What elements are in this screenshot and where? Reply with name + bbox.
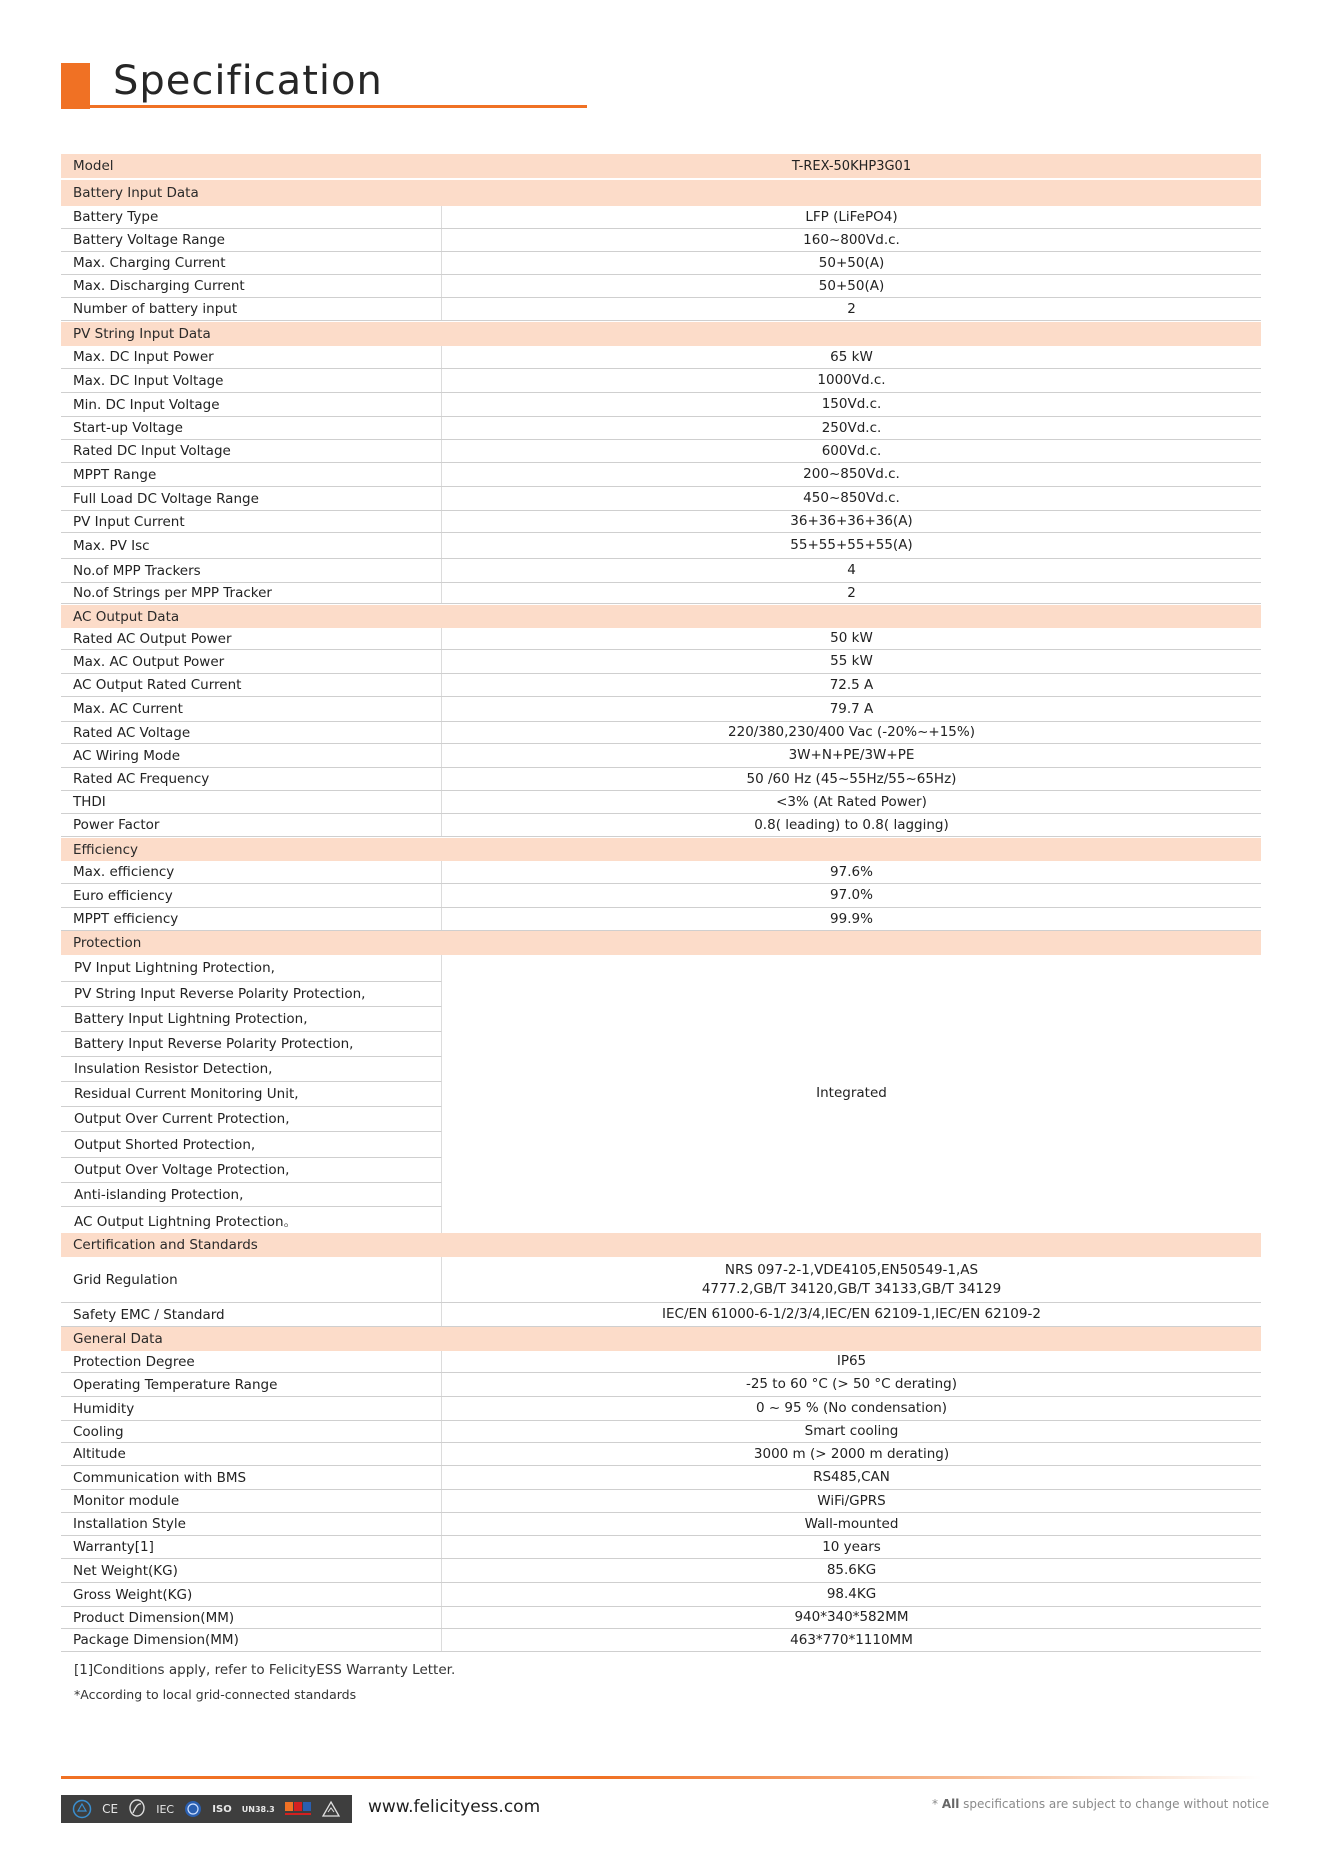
spec-row-value: 98.4KG xyxy=(826,1586,877,1602)
model-row xyxy=(61,154,1261,178)
spec-row-label: Operating Temperature Range xyxy=(61,1373,442,1396)
spec-row-label: Product Dimension(MM) xyxy=(61,1607,442,1628)
spec-row-label: No.of Strings per MPP Tracker xyxy=(61,583,442,603)
section-header-ac xyxy=(61,605,1261,628)
spec-row xyxy=(61,1513,1261,1536)
model-label: Model xyxy=(73,158,114,174)
spec-row-value: 97.6% xyxy=(830,863,873,880)
spec-row-label: Communication with BMS xyxy=(61,1466,442,1489)
spec-row xyxy=(61,722,1261,744)
spec-row-label: Max. PV Isc xyxy=(61,533,442,558)
spec-row-label: Rated DC Input Voltage xyxy=(61,440,442,462)
spec-row xyxy=(61,697,1261,722)
spec-row-value: 50 /60 Hz (45~55Hz/55~65Hz) xyxy=(746,770,957,787)
spec-row-value: 150Vd.c. xyxy=(821,396,882,412)
spec-row xyxy=(61,1303,1261,1327)
spec-row xyxy=(61,206,1261,229)
spec-row xyxy=(61,674,1261,697)
spec-row-value: 250Vd.c. xyxy=(821,419,882,436)
spec-row-label: Euro efficiency xyxy=(61,884,442,907)
section-header-battery-label: Battery Input Data xyxy=(73,185,199,201)
spec-row-value: 97.0% xyxy=(830,887,873,903)
spec-row-value: 450~850Vd.c. xyxy=(803,490,900,506)
header-accent-block xyxy=(61,63,90,109)
spec-row-value: 4 xyxy=(847,562,856,578)
spec-row-label: Max. DC Input Voltage xyxy=(61,369,442,392)
spec-row-value: 160~800Vd.c. xyxy=(803,231,900,248)
grid-regulation-line2: 4777.2,GB/T 34120,GB/T 34133,GB/T 34129 xyxy=(701,1280,1002,1297)
spec-row-value: IEC/EN 61000-6-1/2/3/4,IEC/EN 62109-1,IEC/EN 62109-2 xyxy=(662,1306,1041,1322)
protection-item: Battery Input Lightning Protection, xyxy=(61,1007,442,1032)
spec-row-label: MPPT efficiency xyxy=(61,908,442,930)
spec-row-label: Rated AC Frequency xyxy=(61,768,442,790)
spec-row xyxy=(61,861,1261,884)
spec-row xyxy=(61,1536,1261,1559)
section-header-general xyxy=(61,1327,1261,1351)
section-header-efficiency xyxy=(61,838,1261,861)
spec-row-value: 50+50(A) xyxy=(818,277,885,294)
spec-row xyxy=(61,1421,1261,1443)
spec-row-label: MPPT Range xyxy=(61,463,442,486)
protection-item: PV Input Lightning Protection, xyxy=(61,955,442,982)
cnas-logo-icon xyxy=(285,1800,311,1818)
spec-row xyxy=(61,1373,1261,1397)
warning-triangle-logo-icon xyxy=(321,1800,341,1818)
iec-logo-icon: IEC xyxy=(156,1802,175,1816)
spec-row xyxy=(61,1443,1261,1466)
spec-row-label: Net Weight(KG) xyxy=(61,1559,442,1582)
spec-row-label: Max. Discharging Current xyxy=(61,275,442,297)
spec-row-label: Start-up Voltage xyxy=(61,417,442,439)
certification-logos xyxy=(61,1795,352,1823)
spec-row-value: 0.8( leading) to 0.8( lagging) xyxy=(754,816,949,833)
iso-logo-icon: ISO xyxy=(212,1803,232,1815)
spec-row-label: No.of MPP Trackers xyxy=(61,559,442,582)
spec-row-label: Full Load DC Voltage Range xyxy=(61,487,442,510)
spec-row-grid-regulation-label: Grid Regulation xyxy=(61,1257,442,1302)
tuv-circle-logo-icon xyxy=(72,1799,92,1819)
spec-row xyxy=(61,298,1261,321)
spec-row-value: 10 years xyxy=(822,1538,881,1555)
spec-row-grid-regulation-value xyxy=(442,1261,1261,1299)
spec-row-value: Wall-mounted xyxy=(804,1515,899,1532)
protection-item: Anti-islanding Protection, xyxy=(61,1183,442,1207)
spec-row-label: Gross Weight(KG) xyxy=(61,1583,442,1606)
spec-row-label: Power Factor xyxy=(61,814,442,836)
rohs-logo-icon xyxy=(128,1799,146,1819)
spec-row xyxy=(61,1583,1261,1607)
grid-regulation-line1: NRS 097-2-1,VDE4105,EN50549-1,AS xyxy=(724,1261,979,1278)
spec-row xyxy=(61,1466,1261,1490)
spec-row xyxy=(61,440,1261,463)
spec-row-label: Protection Degree xyxy=(61,1351,442,1372)
spec-row-value: 1000Vd.c. xyxy=(817,372,886,388)
spec-row-value: 79.7 A xyxy=(829,700,874,717)
spec-row xyxy=(61,744,1261,768)
spec-row xyxy=(61,533,1261,559)
spec-row-label: Altitude xyxy=(61,1443,442,1465)
spec-row-value: 200~850Vd.c. xyxy=(803,466,900,482)
spec-row xyxy=(61,1629,1261,1652)
spec-row xyxy=(61,628,1261,650)
spec-row xyxy=(61,791,1261,814)
section-header-certification xyxy=(61,1233,1261,1257)
footnote-grid: *According to local grid-connected standards xyxy=(74,1687,357,1702)
spec-row-value: 85.6KG xyxy=(826,1562,877,1578)
spec-row-value: <3% (At Rated Power) xyxy=(776,793,927,810)
section-header-pv xyxy=(61,322,1261,346)
spec-row-value: IP65 xyxy=(836,1353,867,1369)
spec-row xyxy=(61,1607,1261,1629)
spec-row-value: 36+36+36+36(A) xyxy=(790,513,913,529)
spec-row xyxy=(61,559,1261,583)
spec-row-label: Package Dimension(MM) xyxy=(61,1629,442,1651)
spec-row-label: Cooling xyxy=(61,1421,442,1442)
model-value: T-REX-50KHP3G01 xyxy=(791,158,912,174)
spec-row xyxy=(61,814,1261,837)
spec-row-value: 463*770*1110MM xyxy=(790,1631,913,1648)
section-header-pv-label: PV String Input Data xyxy=(73,326,211,342)
spec-row-grid-regulation xyxy=(61,1257,1261,1303)
spec-row xyxy=(61,1490,1261,1513)
spec-row-label: AC Wiring Mode xyxy=(61,744,442,767)
spec-row-value: 99.9% xyxy=(830,910,873,927)
spec-row-value: 65 kW xyxy=(830,348,873,365)
spec-row-value: 0 ~ 95 % (No condensation) xyxy=(755,1400,948,1416)
section-header-general-label: General Data xyxy=(73,1331,163,1347)
spec-row-label: Rated AC Voltage xyxy=(61,722,442,743)
spec-row-value: 940*340*582MM xyxy=(794,1609,909,1625)
protection-item: Battery Input Reverse Polarity Protection, xyxy=(61,1032,442,1057)
spec-row-label: PV Input Current xyxy=(61,511,442,532)
protection-item: Output Over Current Protection, xyxy=(61,1107,442,1132)
footer-divider xyxy=(61,1776,1261,1779)
spec-row-label: Warranty[1] xyxy=(61,1536,442,1558)
disclaimer xyxy=(932,1797,1269,1811)
disclaimer-bold: All xyxy=(941,1797,960,1811)
spec-row-value: RS485,CAN xyxy=(813,1469,890,1485)
protection-item: AC Output Lightning Protection。 xyxy=(61,1207,442,1233)
section-header-battery xyxy=(61,180,1261,206)
spec-row-value: WiFi/GPRS xyxy=(817,1492,886,1509)
spec-row-label: Number of battery input xyxy=(61,298,442,320)
spec-row-value: 72.5 A xyxy=(829,676,874,693)
spec-row-label: Min. DC Input Voltage xyxy=(61,393,442,416)
un38-logo-icon: UN38.3 xyxy=(241,1804,275,1814)
section-header-protection-label: Protection xyxy=(73,935,142,951)
spec-row xyxy=(61,511,1261,533)
spec-row xyxy=(61,1397,1261,1421)
spec-row xyxy=(61,583,1261,604)
spec-row xyxy=(61,650,1261,674)
spec-row-value: 50+50(A) xyxy=(818,254,885,271)
spec-row-value: 2 xyxy=(847,300,856,317)
protection-block xyxy=(61,955,1261,1233)
footnote-warranty: [1]Conditions apply, refer to FelicityESS Warranty Letter. xyxy=(74,1662,456,1678)
spec-row xyxy=(61,393,1261,417)
protection-item: Output Over Voltage Protection, xyxy=(61,1158,442,1183)
spec-row-value: 600Vd.c. xyxy=(821,442,882,459)
spec-row-value: LFP (LiFePO4) xyxy=(805,208,898,225)
spec-row-label: Max. AC Current xyxy=(61,697,442,721)
protection-item: Insulation Resistor Detection, xyxy=(61,1057,442,1082)
protection-item: PV String Input Reverse Polarity Protection, xyxy=(61,982,442,1007)
section-header-ac-label: AC Output Data xyxy=(73,608,180,625)
spec-row xyxy=(61,768,1261,791)
spec-row-value: 2 xyxy=(847,584,856,601)
spec-row-label: Monitor module xyxy=(61,1490,442,1512)
section-header-certification-label: Certification and Standards xyxy=(73,1237,258,1253)
spec-row-value: 220/380,230/400 Vac (-20%~+15%) xyxy=(728,724,975,740)
protection-value: Integrated xyxy=(816,1085,887,1101)
disclaimer-prefix: * xyxy=(932,1797,942,1811)
spec-row-value: 3000 m (> 2000 m derating) xyxy=(753,1445,950,1462)
spec-row-label: Humidity xyxy=(61,1397,442,1420)
spec-row-label: THDI xyxy=(61,791,442,813)
spec-row-value: Smart cooling xyxy=(804,1423,899,1439)
spec-row-label: Max. efficiency xyxy=(61,861,442,883)
spec-row-label: Max. Charging Current xyxy=(61,252,442,274)
disclaimer-rest: specifications are subject to change without notice xyxy=(959,1797,1270,1811)
ce-logo-icon: CE xyxy=(102,1802,119,1816)
spec-row-label: Max. AC Output Power xyxy=(61,650,442,673)
spec-row xyxy=(61,1559,1261,1583)
spec-row-value: -25 to 60 °C (> 50 °C derating) xyxy=(745,1376,958,1392)
spec-row-label: Installation Style xyxy=(61,1513,442,1535)
spec-row xyxy=(61,884,1261,908)
spec-row xyxy=(61,275,1261,298)
protection-item: Output Shorted Protection, xyxy=(61,1132,442,1158)
spec-row xyxy=(61,369,1261,393)
spec-row-value: 55+55+55+55(A) xyxy=(790,537,913,553)
spec-row xyxy=(61,908,1261,931)
spec-row xyxy=(61,1351,1261,1373)
tuv-logo-icon xyxy=(184,1800,202,1818)
spec-row-label: Max. DC Input Power xyxy=(61,346,442,368)
spec-row-label: Rated AC Output Power xyxy=(61,628,442,649)
spec-row-value: 50 kW xyxy=(830,630,873,646)
header-underline xyxy=(90,105,587,108)
spec-row-label: Safety EMC / Standard xyxy=(61,1303,442,1326)
section-header-protection xyxy=(61,931,1261,955)
spec-row xyxy=(61,252,1261,275)
page-title: Specification xyxy=(113,58,383,104)
website-link[interactable]: www.felicityess.com xyxy=(368,1797,541,1817)
spec-row xyxy=(61,346,1261,369)
protection-item: Residual Current Monitoring Unit, xyxy=(61,1082,442,1107)
spec-row-label: Battery Voltage Range xyxy=(61,229,442,251)
spec-row-label: Battery Type xyxy=(61,206,442,228)
spec-row xyxy=(61,229,1261,252)
spec-row xyxy=(61,463,1261,487)
spec-row-label: AC Output Rated Current xyxy=(61,674,442,696)
section-header-efficiency-label: Efficiency xyxy=(73,841,139,858)
spec-row xyxy=(61,487,1261,511)
spec-row-value: 55 kW xyxy=(830,653,873,669)
spec-row-value: 3W+N+PE/3W+PE xyxy=(788,747,915,763)
spec-row xyxy=(61,417,1261,440)
